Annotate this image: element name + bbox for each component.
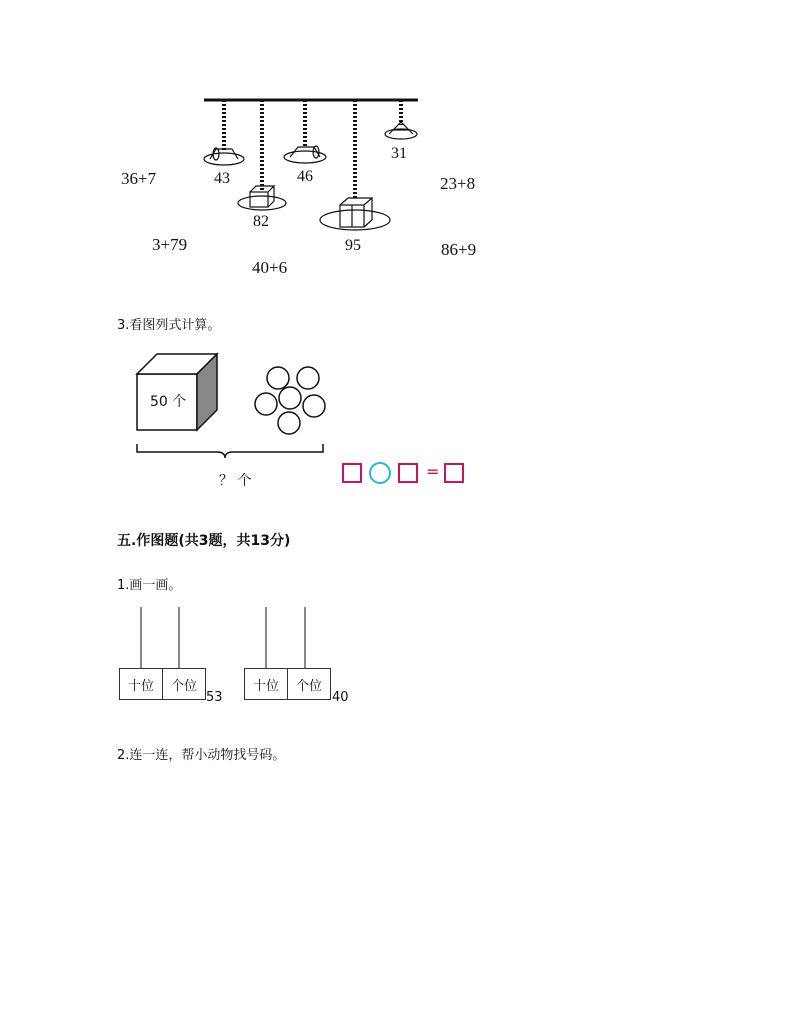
brace-label: ？ 个 [219, 473, 252, 489]
cube-label: 50 个 [150, 394, 187, 410]
ornament-number-46: 46 [297, 168, 313, 185]
ornament-number-31: 31 [391, 145, 407, 162]
question-3-title: 3.看图列式计算。 [117, 318, 221, 333]
tens-place-label: 十位 [245, 669, 288, 700]
place-value-table-1 [119, 668, 206, 700]
tens-place-label: 十位 [120, 669, 163, 700]
abacus-2-value: 40 [332, 690, 349, 705]
section-5-heading: 五.作图题(共3题，共13分) [117, 533, 291, 549]
ornament-number-43: 43 [214, 170, 230, 187]
expression-3-plus-79: 3+79 [152, 235, 188, 254]
equals-sign: = [426, 462, 440, 481]
place-value-table-2 [244, 668, 331, 700]
ornament-number-95: 95 [345, 237, 361, 254]
question-5-1-title: 1.画一画。 [117, 578, 182, 593]
expression-86-plus-9: 86+9 [441, 240, 477, 259]
expression-36-plus-7: 36+7 [121, 169, 157, 188]
expression-23-plus-8: 23+8 [440, 174, 476, 193]
ones-place-label: 个位 [163, 669, 206, 700]
expression-40-plus-6: 40+6 [252, 258, 288, 277]
ones-place-label: 个位 [288, 669, 331, 700]
abacus-1-value: 53 [206, 690, 223, 705]
question-5-2-title: 2.连一连，帮小动物找号码。 [117, 748, 286, 763]
ornament-number-82: 82 [253, 213, 269, 230]
